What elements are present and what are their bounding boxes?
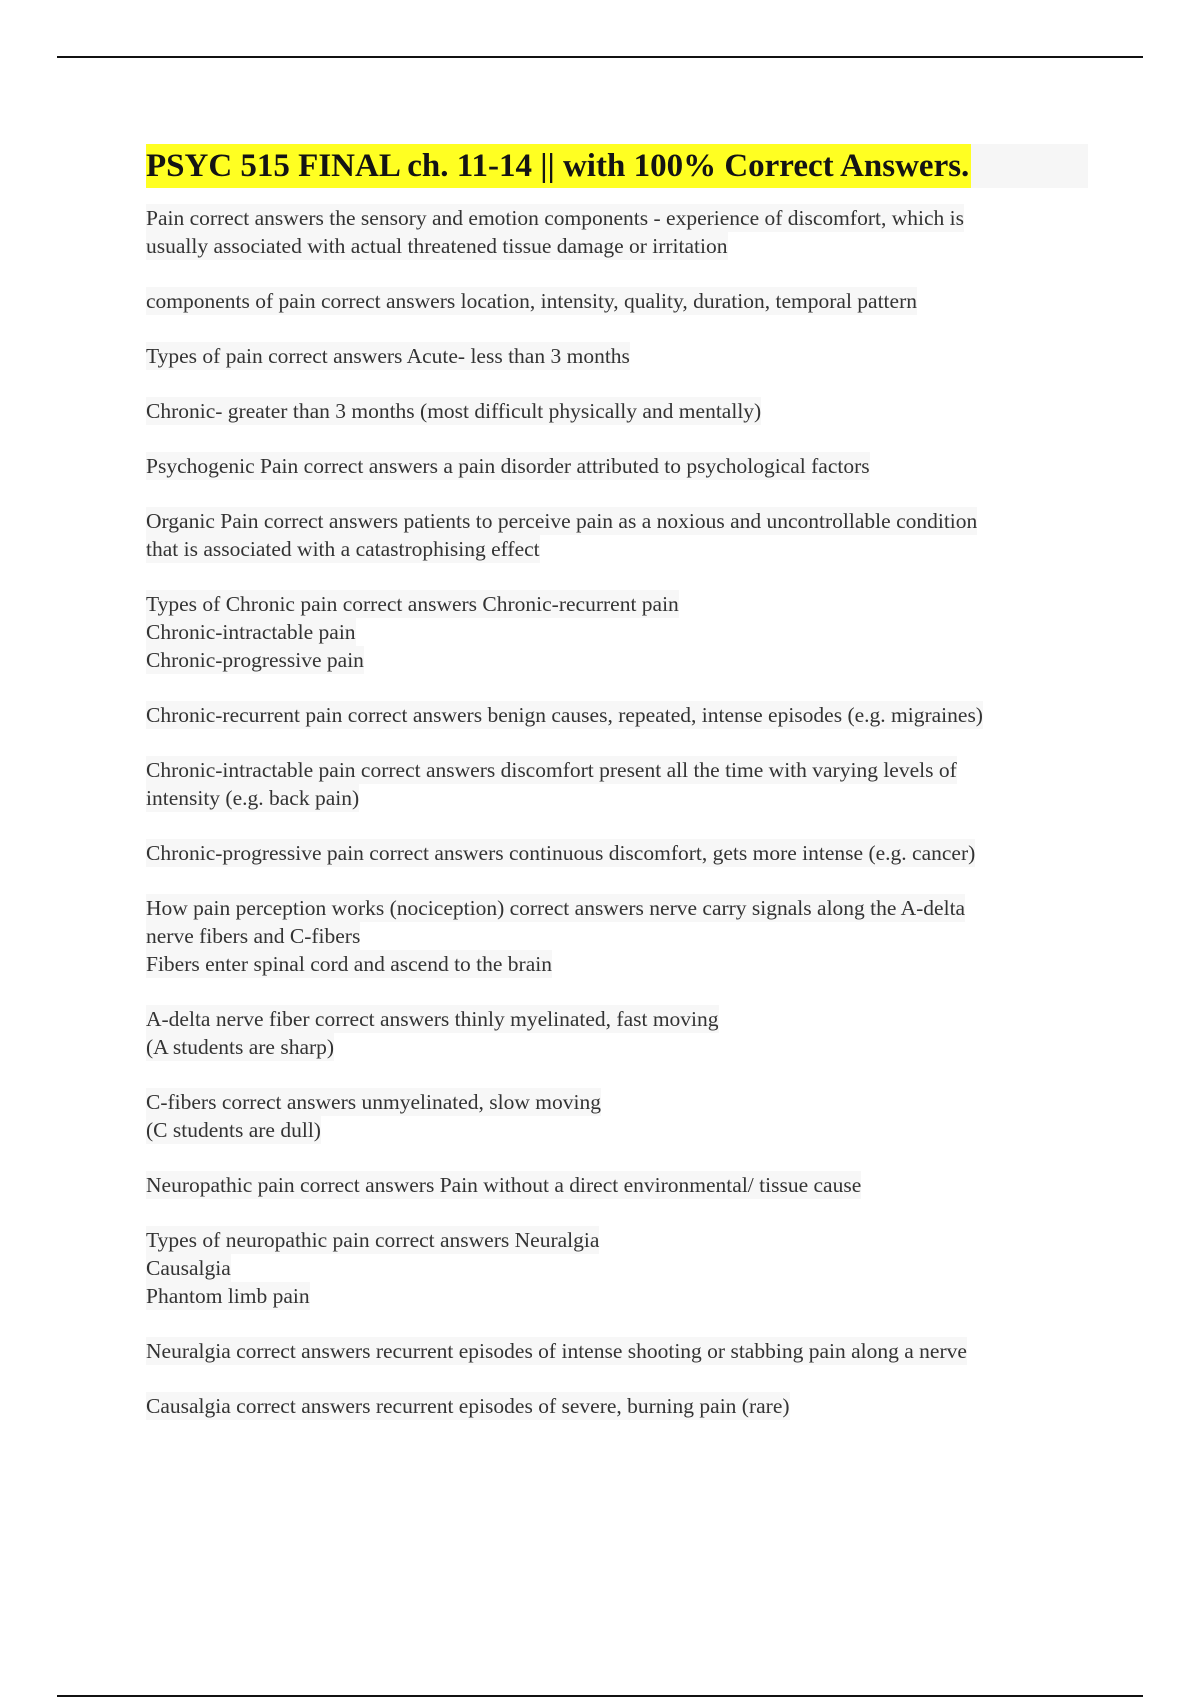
qa-entry bbox=[146, 1337, 1096, 1365]
title-band bbox=[146, 144, 1088, 188]
qa-line-row bbox=[146, 1033, 1096, 1061]
qa-line-text: Neuralgia correct answers recurrent episodes of intense shooting or stabbing pain along a nerve bbox=[146, 1339, 967, 1363]
qa-line-row bbox=[146, 1005, 1096, 1033]
qa-line-row bbox=[146, 1282, 1096, 1310]
document-title: PSYC 515 FINAL ch. 11-14 || with 100% Correct Answers. bbox=[146, 144, 971, 188]
qa-line-text: usually associated with actual threatened tissue damage or irritation bbox=[146, 234, 728, 258]
qa-entry bbox=[146, 1088, 1096, 1144]
qa-line-row bbox=[146, 1392, 1096, 1420]
qa-line-text: that is associated with a catastrophising effect bbox=[146, 537, 540, 561]
qa-line-row bbox=[146, 839, 1096, 867]
qa-line-row bbox=[146, 950, 1096, 978]
qa-line-text: Types of pain correct answers Acute- less than 3 months bbox=[146, 344, 630, 368]
qa-entry bbox=[146, 397, 1096, 425]
qa-line-row bbox=[146, 397, 1096, 425]
qa-entry bbox=[146, 1171, 1096, 1199]
qa-line-text: Chronic-recurrent pain correct answers benign causes, repeated, intense episodes (e.g. migraines) bbox=[146, 703, 983, 727]
qa-line-row bbox=[146, 287, 1096, 315]
qa-line-text: Chronic-intractable pain correct answers discomfort present all the time with varying levels of bbox=[146, 758, 957, 782]
document-body bbox=[146, 144, 1096, 1447]
qa-line-text: Neuropathic pain correct answers Pain without a direct environmental/ tissue cause bbox=[146, 1173, 862, 1197]
qa-line-row bbox=[146, 1337, 1096, 1365]
qa-entry bbox=[146, 507, 1096, 563]
qa-entry bbox=[146, 590, 1096, 674]
top-rule bbox=[57, 56, 1143, 58]
qa-line-text: nerve fibers and C-fibers bbox=[146, 924, 361, 948]
qa-entry bbox=[146, 1226, 1096, 1310]
qa-line-text: Chronic-progressive pain correct answers continuous discomfort, gets more intense (e.g. cancer) bbox=[146, 841, 976, 865]
qa-line-row bbox=[146, 452, 1096, 480]
qa-line-text: C-fibers correct answers unmyelinated, slow moving bbox=[146, 1090, 601, 1114]
qa-line-text: Chronic-progressive pain bbox=[146, 648, 364, 672]
qa-line-text: Types of Chronic pain correct answers Chronic-recurrent pain bbox=[146, 592, 679, 616]
qa-entry bbox=[146, 1005, 1096, 1061]
qa-line-text: Types of neuropathic pain correct answers Neuralgia bbox=[146, 1228, 600, 1252]
qa-line-row bbox=[146, 590, 1096, 618]
qa-entry bbox=[146, 452, 1096, 480]
qa-line-row bbox=[146, 618, 1096, 646]
qa-line-text: Chronic- greater than 3 months (most difficult physically and mentally) bbox=[146, 399, 762, 423]
qa-line-row bbox=[146, 204, 1096, 232]
qa-entry bbox=[146, 287, 1096, 315]
bottom-rule bbox=[57, 1695, 1143, 1697]
qa-entry bbox=[146, 342, 1096, 370]
qa-line-text: Psychogenic Pain correct answers a pain disorder attributed to psychological factors bbox=[146, 454, 870, 478]
qa-line-row bbox=[146, 1254, 1096, 1282]
qa-line-row bbox=[146, 701, 1096, 729]
qa-line-text: (A students are sharp) bbox=[146, 1035, 335, 1059]
qa-line-text: Chronic-intractable pain bbox=[146, 620, 356, 644]
qa-line-row bbox=[146, 1171, 1096, 1199]
qa-line-row bbox=[146, 894, 1096, 922]
qa-list bbox=[146, 204, 1096, 1420]
qa-line-text: Causalgia bbox=[146, 1256, 231, 1280]
qa-line-row bbox=[146, 646, 1096, 674]
qa-entry bbox=[146, 894, 1096, 978]
qa-line-text: A-delta nerve fiber correct answers thinly myelinated, fast moving bbox=[146, 1007, 719, 1031]
qa-line-row bbox=[146, 922, 1096, 950]
qa-line-text: How pain perception works (nociception) correct answers nerve carry signals along the A-delta bbox=[146, 896, 966, 920]
qa-entry bbox=[146, 204, 1096, 260]
qa-line-text: components of pain correct answers location, intensity, quality, duration, temporal pattern bbox=[146, 289, 917, 313]
qa-line-text: Causalgia correct answers recurrent episodes of severe, burning pain (rare) bbox=[146, 1394, 790, 1418]
qa-line-text: intensity (e.g. back pain) bbox=[146, 786, 360, 810]
qa-entry bbox=[146, 839, 1096, 867]
qa-line-row bbox=[146, 342, 1096, 370]
qa-line-text: Fibers enter spinal cord and ascend to the brain bbox=[146, 952, 552, 976]
qa-line-row bbox=[146, 1226, 1096, 1254]
qa-entry bbox=[146, 756, 1096, 812]
qa-line-row bbox=[146, 1116, 1096, 1144]
qa-line-row bbox=[146, 1088, 1096, 1116]
qa-entry bbox=[146, 1392, 1096, 1420]
qa-line-row bbox=[146, 756, 1096, 784]
qa-line-text: Pain correct answers the sensory and emotion components - experience of discomfort, which is bbox=[146, 206, 964, 230]
qa-line-row bbox=[146, 507, 1096, 535]
qa-line-text: (C students are dull) bbox=[146, 1118, 321, 1142]
qa-entry bbox=[146, 701, 1096, 729]
qa-line-text: Phantom limb pain bbox=[146, 1284, 310, 1308]
qa-line-text: Organic Pain correct answers patients to perceive pain as a noxious and uncontrollable condition bbox=[146, 509, 978, 533]
qa-line-row bbox=[146, 232, 1096, 260]
qa-line-row bbox=[146, 535, 1096, 563]
qa-line-row bbox=[146, 784, 1096, 812]
